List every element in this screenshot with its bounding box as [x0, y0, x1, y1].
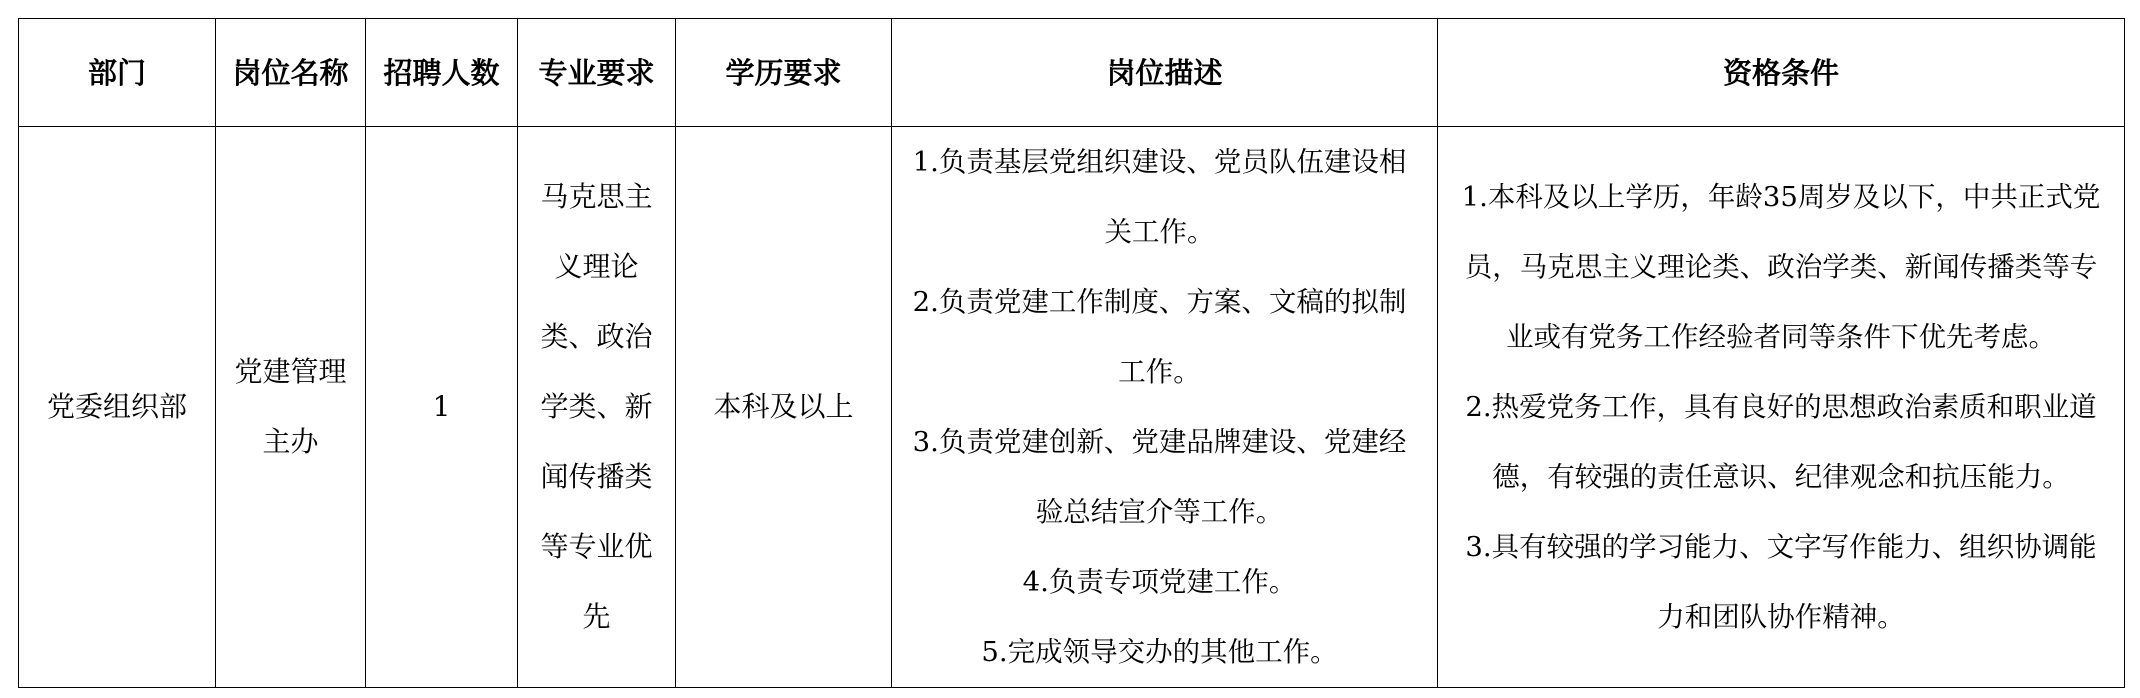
header-position: 岗位名称 — [216, 19, 366, 127]
header-row — [19, 19, 2125, 127]
cell-department: 党委组织部 — [19, 127, 216, 688]
qualification-item: 3.具有较强的学习能力、文字写作能力、组织协调能力和团队协作精神。 — [1465, 531, 2097, 633]
header-education: 学历要求 — [676, 19, 892, 127]
header-description: 岗位描述 — [892, 19, 1438, 127]
job-posting-table — [18, 18, 2125, 688]
cell-major: 马克思主义理论类、政治学类、新闻传播类等专业优先 — [518, 127, 676, 688]
cell-education: 本科及以上 — [676, 127, 892, 688]
description-list — [892, 127, 1437, 687]
cell-description — [892, 127, 1438, 688]
description-item: 5.完成领导交办的其他工作。 — [981, 636, 1338, 668]
cell-position: 党建管理主办 — [216, 127, 366, 688]
header-qualifications: 资格条件 — [1438, 19, 2125, 127]
header-major: 专业要求 — [518, 19, 676, 127]
header-department: 部门 — [19, 19, 216, 127]
description-item: 4.负责专项党建工作。 — [1022, 566, 1297, 598]
description-item: 1.负责基层党组织建设、党员队伍建设相关工作。 — [912, 146, 1407, 248]
qualification-item: 2.热爱党务工作，具有良好的思想政治素质和职业道德，有较强的责任意识、纪律观念和抗压能力。 — [1465, 391, 2097, 493]
cell-headcount: 1 — [366, 127, 518, 688]
cell-qualifications — [1438, 127, 2125, 688]
description-item: 3.负责党建创新、党建品牌建设、党建经验总结宣介等工作。 — [912, 426, 1407, 528]
qualification-item: 1.本科及以上学历，年龄35周岁及以下，中共正式党员，马克思主义理论类、政治学类、新闻传播类等专业或有党务工作经验者同等条件下优先考虑。 — [1461, 181, 2101, 353]
header-headcount: 招聘人数 — [366, 19, 518, 127]
table-row — [19, 127, 2125, 688]
qualifications-list — [1438, 162, 2124, 652]
description-item: 2.负责党建工作制度、方案、文稿的拟制工作。 — [912, 286, 1407, 388]
